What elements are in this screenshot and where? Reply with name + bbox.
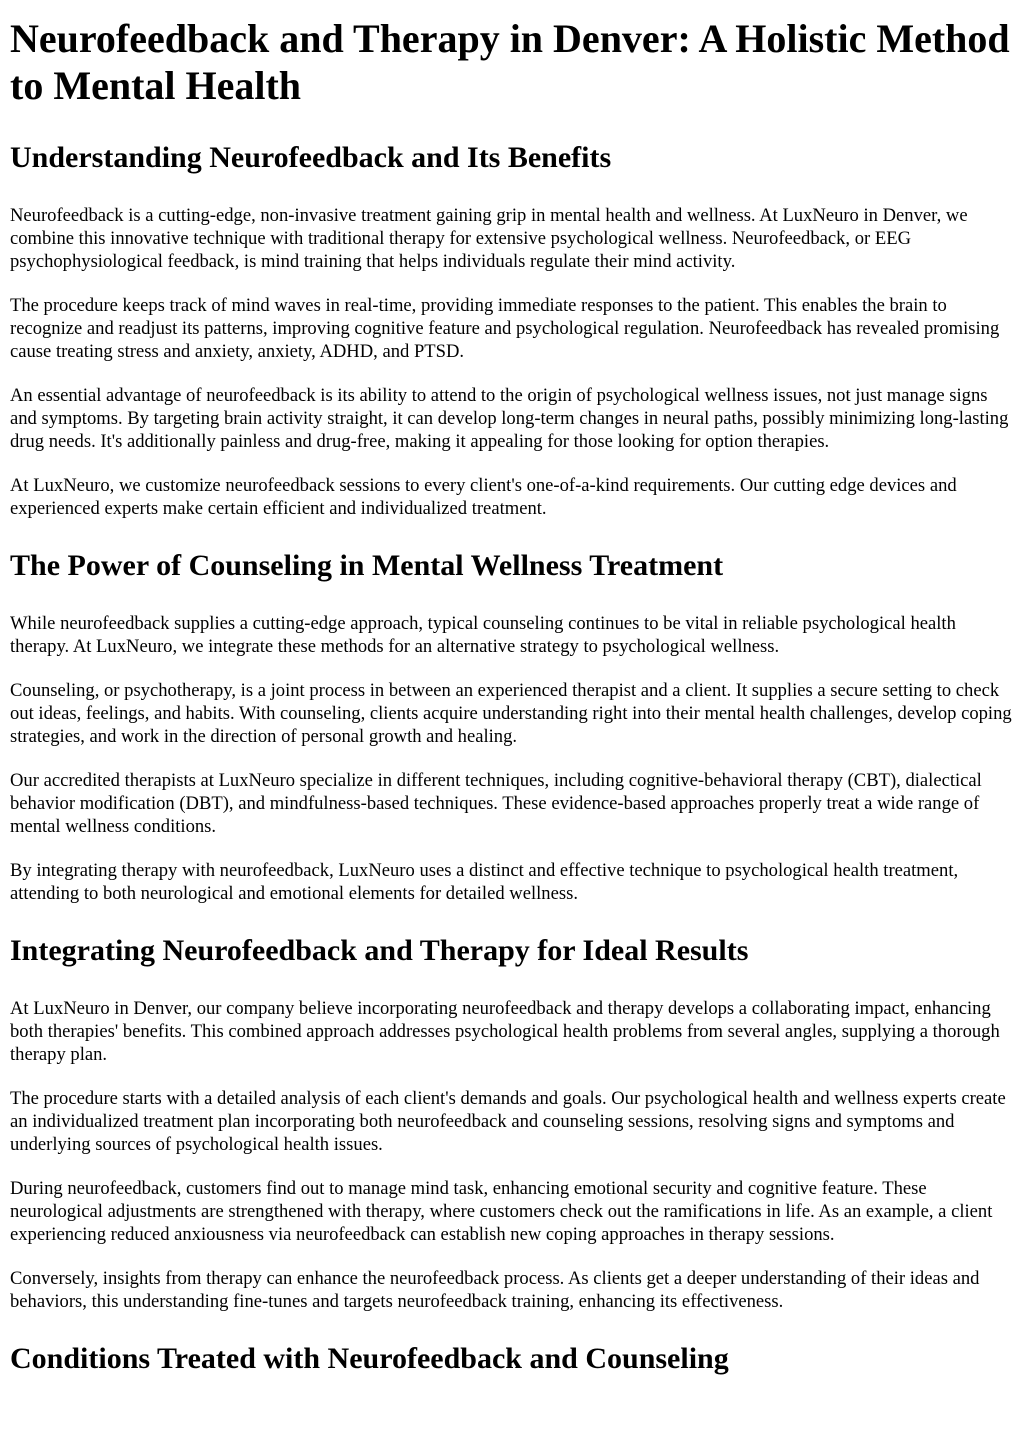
paragraph: By integrating therapy with neurofeedback, LuxNeuro uses a distinct and effective technique to psychological health treatment, attending to both neurological and emotional elements for detailed wellness. <box>10 860 959 904</box>
section-power-of-counseling <box>10 548 1014 905</box>
paragraph: An essential advantage of neurofeedback is its ability to attend to the origin of psychological wellness issues, not just manage signs and symptoms. By targeting brain activity straight, it can develop long-term changes in neural paths, possibly minimizing long-lasting drug needs. It's additionally painless and drug-free, making it appealing for those looking for option therapies. <box>10 385 1009 452</box>
section-integrating-therapy <box>10 933 1014 1313</box>
section-heading: Understanding Neurofeedback and Its Benefits <box>10 141 612 174</box>
paragraph: The procedure keeps track of mind waves in real-time, providing immediate responses to the patient. This enables the brain to recognize and readjust its patterns, improving cognitive feature and psychological regulation. Neurofeedback has revealed promising cause treating stress and anxiety, anxiety, ADHD, and PTSD. <box>10 295 1000 362</box>
page-title: Neurofeedback and Therapy in Denver: A Holistic Method to Mental Health <box>10 16 1010 108</box>
paragraph: While neurofeedback supplies a cutting-edge approach, typical counseling continues to be vital in reliable psychological health therapy. At LuxNeuro, we integrate these methods for an alternative strategy to psychological wellness. <box>10 613 956 657</box>
section-heading: Integrating Neurofeedback and Therapy for Ideal Results <box>10 934 749 967</box>
paragraph: During neurofeedback, customers find out to manage mind task, enhancing emotional security and cognitive feature. These neurological adjustments are strengthened with therapy, where customers check out the ramifications in life. As an example, a client experiencing reduced anxiousness via neurofeedback can establish new coping approaches in therapy sessions. <box>10 1178 993 1245</box>
section-heading: Conditions Treated with Neurofeedback and Counseling <box>10 1342 729 1375</box>
paragraph: Conversely, insights from therapy can enhance the neurofeedback process. As clients get a deeper understanding of their ideas and behaviors, this understanding fine-tunes and targets neurofeedback training, enhancing its effectiveness. <box>10 1268 980 1312</box>
paragraph: The procedure starts with a detailed analysis of each client's demands and goals. Our psychological health and wellness experts create an individualized treatment plan incorporating both neurofeedback and counseling sessions, resolving signs and symptoms and underlying sources of psychological health issues. <box>10 1088 1006 1155</box>
section-understanding-neurofeedback <box>10 140 1014 520</box>
section-heading: The Power of Counseling in Mental Wellness Treatment <box>10 549 724 582</box>
paragraph: Our accredited therapists at LuxNeuro specialize in different techniques, including cognitive-behavioral therapy (CBT), dialectical behavior modification (DBT), and mindfulness-based techniques. These evidence-based approaches properly treat a wide range of mental wellness conditions. <box>10 770 982 837</box>
paragraph: Counseling, or psychotherapy, is a joint process in between an experienced therapist and a client. It supplies a secure setting to check out ideas, feelings, and habits. With counseling, clients acquire understanding right into their mental health challenges, develop coping strategies, and work in the direction of personal growth and healing. <box>10 680 1012 747</box>
paragraph: At LuxNeuro in Denver, our company believe incorporating neurofeedback and therapy develops a collaborating impact, enhancing both therapies' benefits. This combined approach addresses psychological health problems from several angles, supplying a thorough therapy plan. <box>10 998 1000 1065</box>
section-conditions-treated <box>10 1341 1014 1377</box>
paragraph: Neurofeedback is a cutting-edge, non-invasive treatment gaining grip in mental health and wellness. At LuxNeuro in Denver, we combine this innovative technique with traditional therapy for extensive psychological wellness. Neurofeedback, or EEG psychophysiological feedback, is mind training that helps individuals regulate their mind activity. <box>10 205 968 272</box>
paragraph: At LuxNeuro, we customize neurofeedback sessions to every client's one-of-a-kind requirements. Our cutting edge devices and experienced experts make certain efficient and individualized treatment. <box>10 475 957 519</box>
